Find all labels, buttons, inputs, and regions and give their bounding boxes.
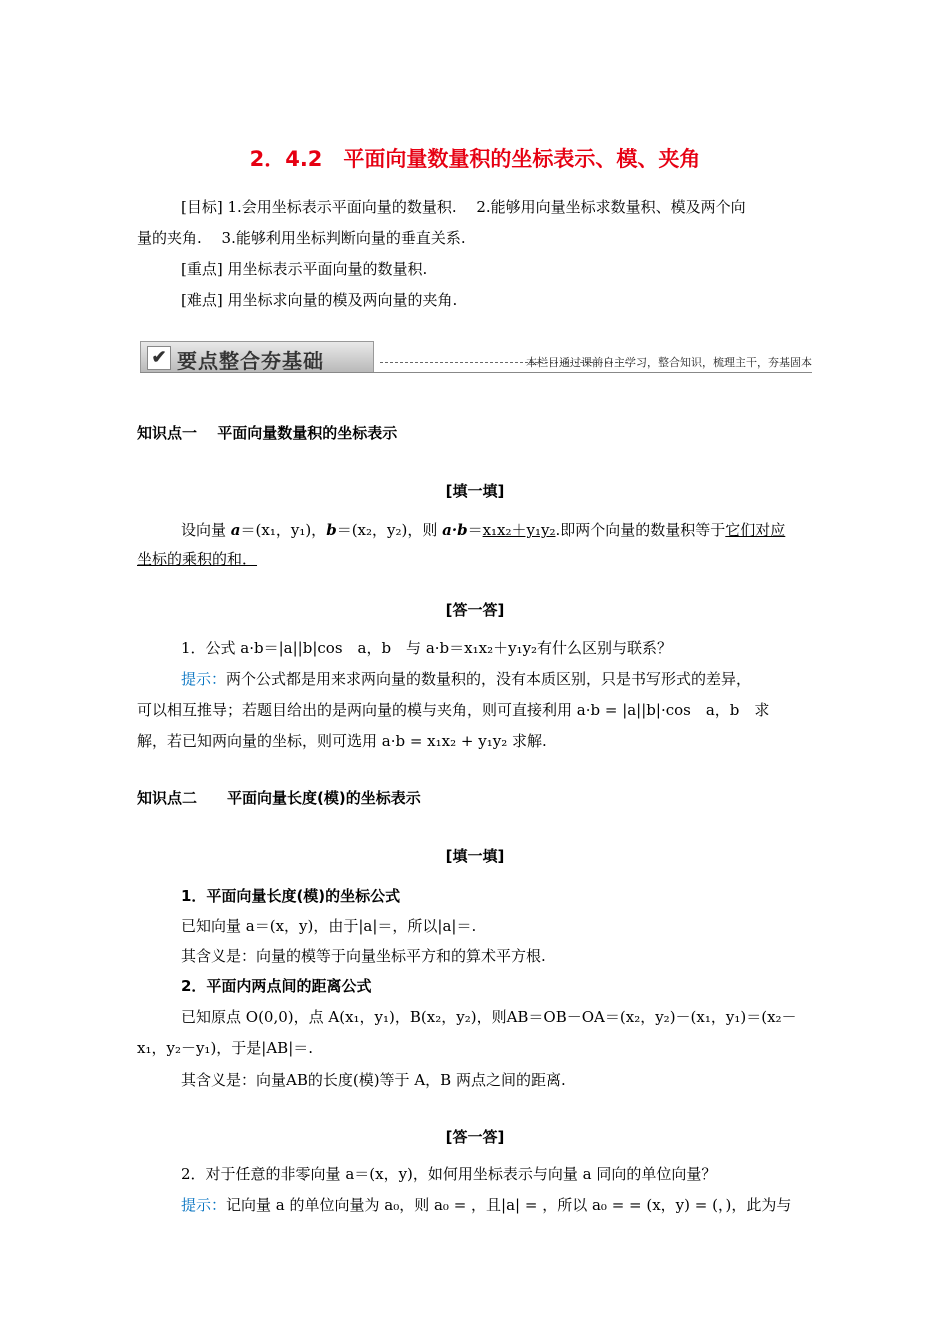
- target-text-2: 量的夹角. 3.能够利用坐标判断向量的垂直关系.: [137, 229, 466, 247]
- dot-product: a·b: [442, 521, 468, 539]
- section1-qa-label: [答一答]: [445, 601, 505, 619]
- target-tag: [目标]: [181, 198, 223, 216]
- answer-1-line-1: [181, 669, 751, 689]
- fill-text: ＝(x₁，y₁)，: [240, 521, 327, 539]
- section-banner: [140, 341, 812, 373]
- subsection-2-line-1: 已知原点 O(0,0)，点 A(x₁，y₁)，B(x₂，y₂)，则AB＝OB－OA＝(x₂，y₂)－(x₁，y₁)＝(x₂－: [181, 1008, 797, 1026]
- tip-label: 提示：: [181, 1196, 227, 1214]
- fill-text: ＝(x₂，y₂)，则: [336, 521, 443, 539]
- vector-b: b: [326, 521, 337, 539]
- subsection-2-line-3: 其含义是：向量AB的长度(模)等于 A，B 两点之间的距离.: [181, 1071, 566, 1089]
- answer-1-line-2: 可以相互推导；若题目给出的是两向量的模与夹角，则可直接利用 a·b = |a||b|·cos a，b 求: [137, 701, 770, 719]
- fill-answer: 它们对应: [725, 521, 786, 539]
- question-1: 1．公式 a·b＝|a||b|cos a，b 与 a·b＝x₁x₂＋y₁y₂有什么区别与联系？: [181, 639, 673, 657]
- subsection-2-title: 2．平面内两点间的距离公式: [181, 977, 372, 995]
- fill-text: ＝: [467, 521, 483, 539]
- answer-text: 两个公式都是用来求两向量的数量积的，没有本质区别，只是书写形式的差异，: [226, 670, 752, 688]
- difficult-point-line: [181, 290, 457, 310]
- banner-description: 本栏目通过课前自主学习，整合知识，梳理主干，夯基固本: [526, 356, 812, 369]
- question-2: 2．对于任意的非零向量 a＝(x，y)，如何用坐标表示与向量 a 同向的单位向量？: [181, 1165, 717, 1183]
- page-title: 2．4.2 平面向量数量积的坐标表示、模、夹角: [249, 147, 701, 171]
- vector-a: a: [230, 521, 241, 539]
- banner-underline: [140, 372, 812, 373]
- section1-fill-line-2: 坐标的乘积的和．: [137, 550, 258, 568]
- checkmark-icon: ✔: [147, 346, 171, 370]
- objective-line-1: [181, 197, 746, 217]
- fill-answer: x₁x₂＋y₁y₂: [482, 521, 556, 539]
- diff-tag: [难点]: [181, 291, 223, 309]
- answer-1-line-3: 解，若已知两向量的坐标，则可选用 a·b = x₁x₂ + y₁y₂ 求解.: [137, 732, 547, 750]
- fill-text: .即两个向量的数量积等于: [555, 521, 726, 539]
- section1-fill-line-1: [181, 520, 785, 540]
- key-text: 用坐标表示平面向量的数量积.: [227, 260, 428, 278]
- key-point-line: [181, 259, 427, 279]
- banner-title: 要点整合夯基础: [177, 349, 324, 373]
- tip-label: 提示：: [181, 670, 227, 688]
- section1-fill-label: [填一填]: [445, 482, 505, 500]
- answer-2-line-1: [181, 1195, 791, 1215]
- section2-fill-label: [填一填]: [445, 847, 505, 865]
- key-tag: [重点]: [181, 260, 223, 278]
- subsection-2-line-2: x₁，y₂－y₁)，于是|AB|＝.: [137, 1039, 314, 1057]
- section2-qa-label: [答一答]: [445, 1128, 505, 1146]
- target-text-1: 1.会用坐标表示平面向量的数量积. 2.能够用向量坐标求数量积、模及两个向: [227, 198, 746, 216]
- subsection-1-line-1: 已知向量 a＝(x，y)，由于|a|＝，所以|a|＝.: [181, 917, 477, 935]
- answer-text: 记向量 a 的单位向量为 a₀，则 a₀ = ，且|a| = ，所以 a₀ = = (x，y) = (，)，此为与: [226, 1196, 792, 1214]
- subsection-1-title: 1．平面向量长度(模)的坐标公式: [181, 887, 401, 905]
- section1-heading: 知识点一 平面向量数量积的坐标表示: [137, 424, 398, 442]
- section2-heading: 知识点二 平面向量长度(模)的坐标表示: [137, 789, 421, 807]
- banner-box: [140, 341, 374, 373]
- subsection-1-line-2: 其含义是：向量的模等于向量坐标平方和的算术平方根.: [181, 947, 546, 965]
- fill-text: 设向量: [181, 521, 231, 539]
- diff-text: 用坐标求向量的模及两向量的夹角.: [227, 291, 458, 309]
